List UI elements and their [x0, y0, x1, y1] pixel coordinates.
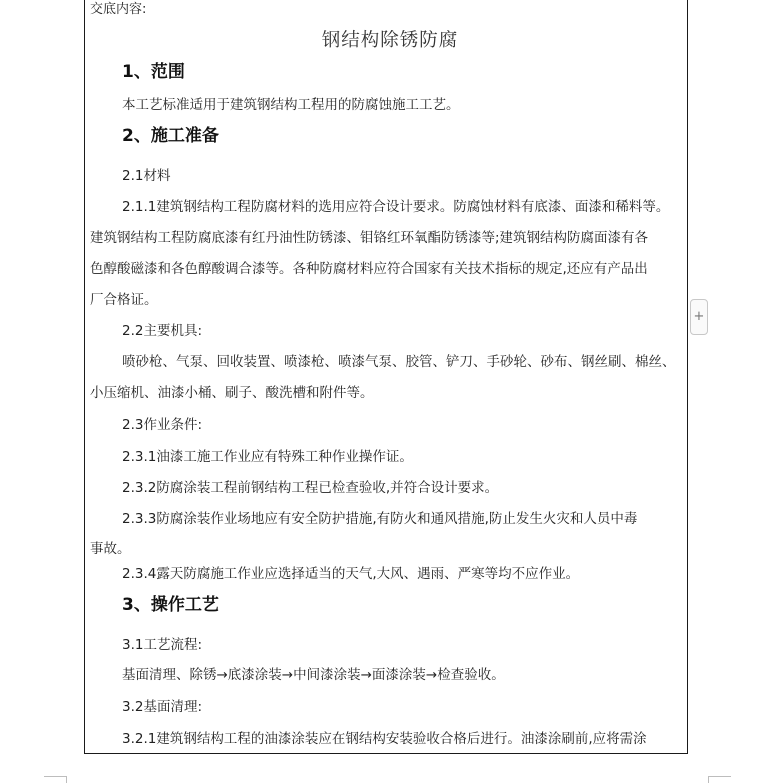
- paragraph-tools-line1: 喷砂枪、气泵、回收装置、喷漆枪、喷漆气泵、胶管、铲刀、手砂轮、砂布、钢丝刷、棉丝、: [122, 354, 676, 370]
- subheading-materials: 2.1材料: [122, 168, 171, 184]
- paragraph-materials-line2: 建筑钢结构工程防腐底漆有红丹油性防锈漆、钼铬红环氧酯防锈漆等;建筑钢结构防腐面漆有各: [90, 230, 649, 246]
- paragraph-materials-line4: 厂合格证。: [90, 292, 158, 308]
- paragraph-condition-4: 2.3.4露天防腐施工作业应选择适当的天气,大风、遇雨、严寒等均不应作业。: [122, 566, 580, 582]
- subheading-flow: 3.1工艺流程:: [122, 637, 203, 653]
- paragraph-flow: 基面清理、除锈→底漆涂装→中间漆涂装→面漆涂装→检查验收。: [122, 667, 505, 683]
- paragraph-condition-2: 2.3.2防腐涂装工程前钢结构工程已检查验收,并符合设计要求。: [122, 480, 499, 496]
- page-corner-mark-right: [708, 776, 731, 783]
- paragraph-condition-1: 2.3.1油漆工施工作业应有特殊工种作业操作证。: [122, 449, 413, 465]
- page-corner-mark-left: [44, 776, 67, 783]
- add-row-button[interactable]: +: [690, 299, 708, 335]
- paragraph-condition-3-line2: 事故。: [90, 541, 131, 557]
- paragraph-surface-cleaning: 3.2.1建筑钢结构工程的油漆涂装应在钢结构安装验收合格后进行。油漆涂刷前,应将需涂: [122, 731, 647, 747]
- heading-scope: 1、范围: [122, 62, 185, 82]
- subheading-surface-cleaning: 3.2基面清理:: [122, 699, 203, 715]
- subheading-conditions: 2.3作业条件:: [122, 417, 203, 433]
- paragraph-materials-line1: 2.1.1建筑钢结构工程防腐材料的选用应符合设计要求。防腐蚀材料有底漆、面漆和稀料等。: [122, 199, 670, 215]
- section-label: 交底内容:: [90, 2, 147, 17]
- paragraph-condition-3-line1: 2.3.3防腐涂装作业场地应有安全防护措施,有防火和通风措施,防止发生火灾和人员中毒: [122, 511, 638, 527]
- paragraph-materials-line3: 色醇酸磁漆和各色醇酸调合漆等。各种防腐材料应符合国家有关技术指标的规定,还应有产品出: [90, 261, 648, 277]
- document-title: 钢结构除锈防腐: [321, 30, 459, 51]
- paragraph-scope: 本工艺标准适用于建筑钢结构工程用的防腐蚀施工工艺。: [122, 97, 460, 113]
- heading-preparation: 2、施工准备: [122, 126, 219, 146]
- paragraph-tools-line2: 小压缩机、油漆小桶、刷子、酸洗槽和附件等。: [90, 385, 374, 401]
- heading-process: 3、操作工艺: [122, 595, 219, 615]
- subheading-tools: 2.2主要机具:: [122, 323, 203, 339]
